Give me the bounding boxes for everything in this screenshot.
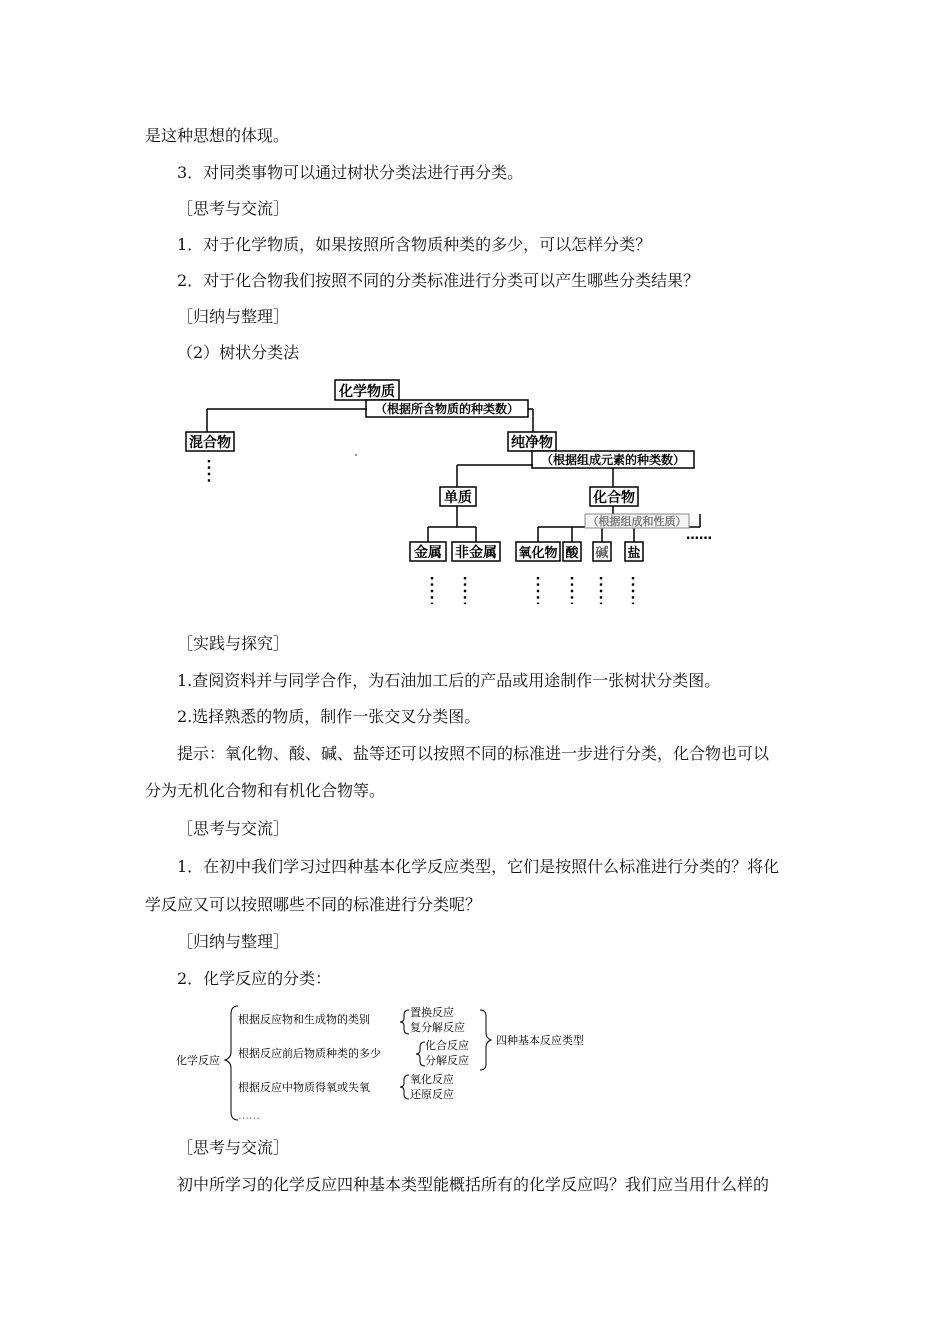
tree-compound: 化合物 (593, 490, 635, 506)
tree-nonmetal: 非金属 (455, 545, 497, 561)
section-heading: ［实践与探究］ (177, 634, 290, 653)
paragraph: 2．对于化合物我们按照不同的分类标准进行分类可以产生哪些分类结果？ (177, 271, 700, 290)
reaction-type: 化合反应 (425, 1039, 469, 1052)
paragraph: 分为无机化合物和有机化合物等。 (145, 781, 386, 800)
reaction-type: 分解反应 (425, 1054, 469, 1067)
tree-salt: 盐 (627, 546, 641, 561)
paragraph: 学反应又可以按照哪些不同的标准进行分类呢？ (145, 895, 482, 914)
paragraph: 3．对同类事物可以通过树状分类法进行再分类。 (177, 163, 524, 182)
reaction-criterion: 根据反应前后物质种类的多少 (238, 1047, 381, 1060)
reaction-group-label: 四种基本反应类型 (496, 1034, 584, 1047)
reaction-root: 化学反应 (176, 1054, 220, 1067)
reaction-type: 复分解反应 (410, 1021, 465, 1034)
tree-acid: 酸 (565, 546, 579, 561)
paragraph: 是这种思想的体现。 (145, 126, 290, 145)
paragraph: 1.查阅资料并与同学合作，为石油加工后的产品或用途制作一张树状分类图。 (177, 671, 721, 690)
tree-oxide: 氧化物 (518, 546, 558, 561)
paragraph: （2）树状分类法 (177, 343, 300, 362)
section-heading: ［归纳与整理］ (177, 932, 290, 951)
paragraph: 1．在初中我们学习过四种基本化学反应类型，它们是按照什么标准进行分类的？将化 (177, 857, 780, 876)
tree-mixture: 混合物 (189, 435, 231, 451)
paragraph: 2．化学反应的分类： (177, 969, 332, 988)
reaction-criterion: 根据反应物和生成物的类别 (238, 1013, 370, 1026)
tree-criterion: （根据组成和性质） (587, 515, 687, 528)
reaction-type: 置换反应 (410, 1006, 454, 1019)
section-heading: ［思考与交流］ (177, 1138, 290, 1157)
tree-criterion: （根据组成元素的种类数） (540, 453, 686, 467)
tree-root: 化学物质 (339, 384, 395, 400)
tree-ellipsis: …… (686, 528, 712, 543)
paragraph: 提示：氧化物、酸、碱、盐等还可以按照不同的标准进一步进行分类，化合物也可以 (177, 744, 770, 763)
reaction-type: 氧化反应 (410, 1073, 454, 1086)
reaction-ellipsis: …… (238, 1109, 260, 1122)
reaction-type: 还原反应 (410, 1088, 454, 1101)
section-heading: ［归纳与整理］ (177, 307, 290, 326)
tree-metal: 金属 (414, 545, 442, 561)
tree-base: 碱 (595, 546, 609, 561)
paragraph: 2.选择熟悉的物质，制作一张交叉分类图。 (177, 707, 481, 726)
tree-pure: 纯净物 (511, 435, 553, 451)
paragraph: 初中所学习的化学反应四种基本类型能概括所有的化学反应吗？我们应当用什么样的 (177, 1175, 770, 1194)
tree-criterion: （根据所含物质的种类数） (374, 402, 520, 416)
section-heading: ［思考与交流］ (177, 199, 290, 218)
section-heading: ［思考与交流］ (177, 819, 290, 838)
tree-element: 单质 (444, 490, 472, 506)
paragraph: 1．对于化学物质，如果按照所含物质种类的多少，可以怎样分类？ (177, 235, 652, 254)
reaction-criterion: 根据反应中物质得氧或失氧 (238, 1081, 370, 1094)
